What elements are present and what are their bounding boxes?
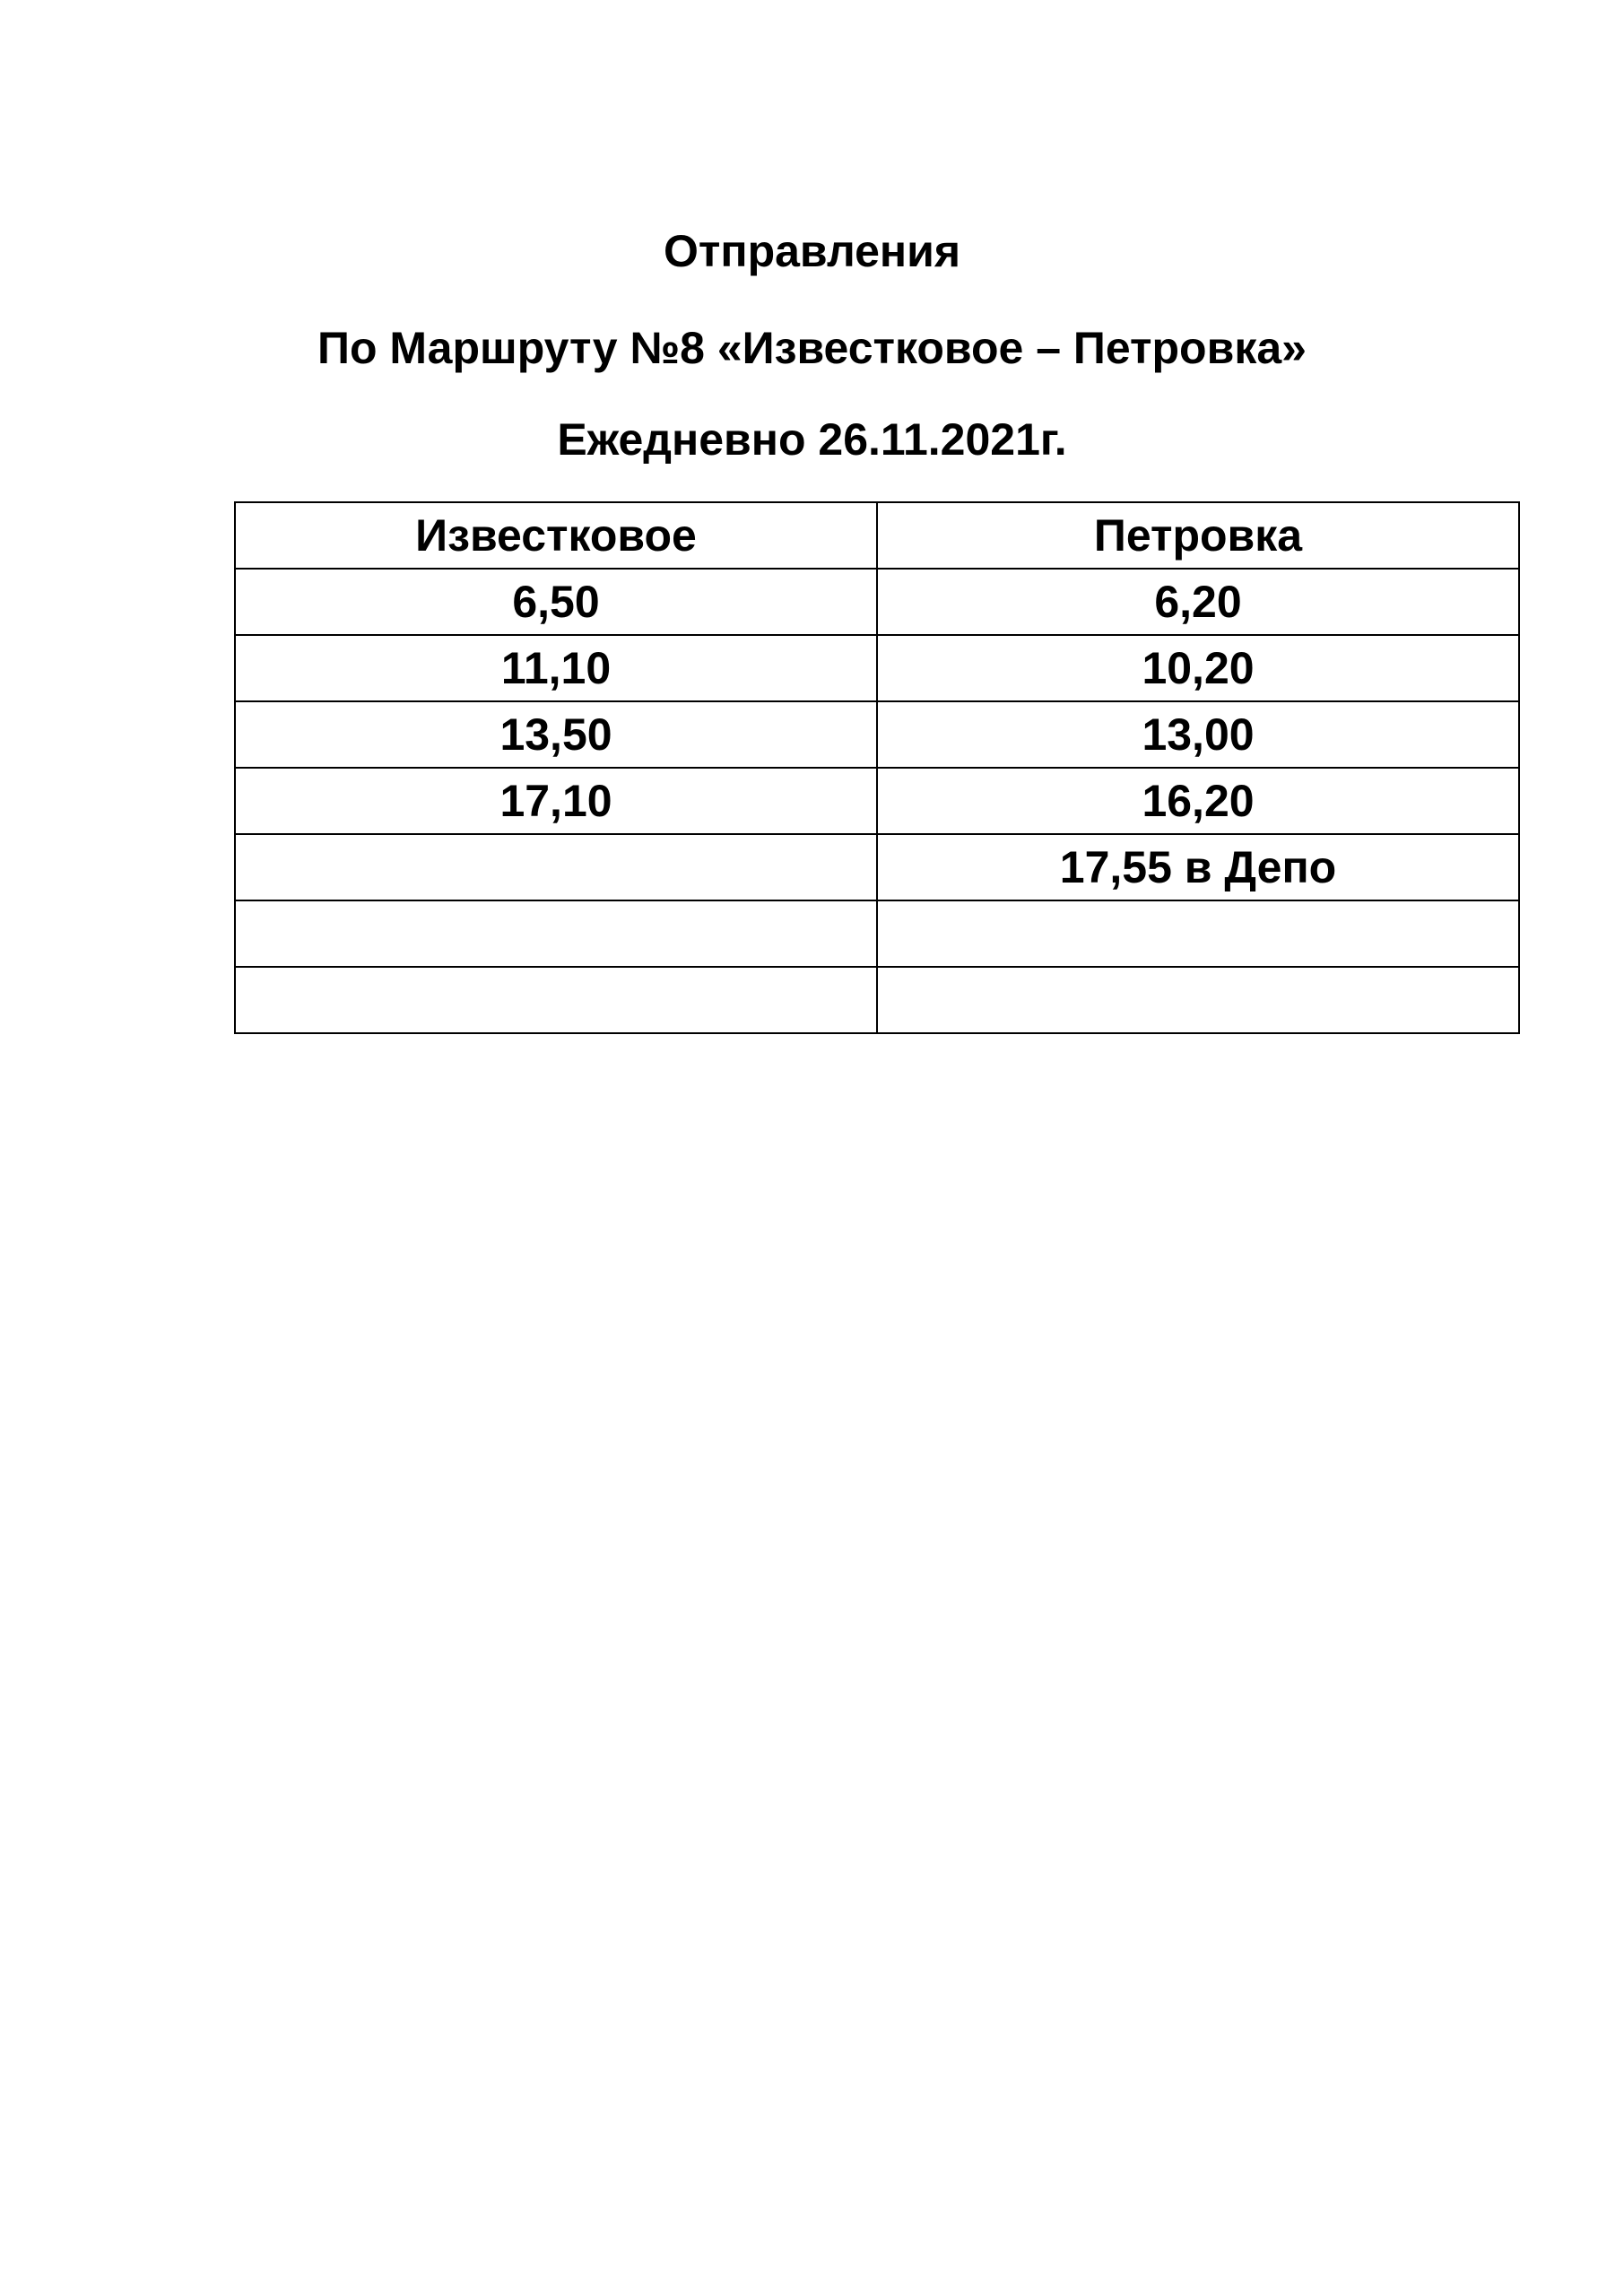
- departure-izvestkovoe: [235, 834, 877, 900]
- table-row: [235, 900, 1519, 967]
- table-row: [235, 967, 1519, 1033]
- departure-petrovka: 17,55 в Депо: [877, 834, 1519, 900]
- departure-izvestkovoe: 13,50: [235, 701, 877, 768]
- departure-petrovka: 13,00: [877, 701, 1519, 768]
- schedule-date: Ежедневно 26.11.2021г.: [557, 414, 1067, 465]
- departure-izvestkovoe: 11,10: [235, 635, 877, 701]
- departure-petrovka: [877, 967, 1519, 1033]
- departure-petrovka: 6,20: [877, 569, 1519, 635]
- table-row: [235, 635, 1519, 701]
- schedule-table: [234, 501, 1520, 1034]
- departure-petrovka: [877, 900, 1519, 967]
- departure-izvestkovoe: [235, 900, 877, 967]
- document-title: Отправления: [663, 226, 961, 276]
- departure-izvestkovoe: 17,10: [235, 768, 877, 834]
- column-header-petrovka: Петровка: [877, 502, 1519, 569]
- route-title: По Маршруту №8 «Известковое – Петровка»: [317, 323, 1307, 373]
- departure-izvestkovoe: 6,50: [235, 569, 877, 635]
- table-header-row: [235, 502, 1519, 569]
- table-row: [235, 701, 1519, 768]
- table-row: [235, 768, 1519, 834]
- column-header-izvestkovoe: Известковое: [235, 502, 877, 569]
- table-row: [235, 569, 1519, 635]
- departure-petrovka: 10,20: [877, 635, 1519, 701]
- departure-izvestkovoe: [235, 967, 877, 1033]
- table-row: [235, 834, 1519, 900]
- departure-petrovka: 16,20: [877, 768, 1519, 834]
